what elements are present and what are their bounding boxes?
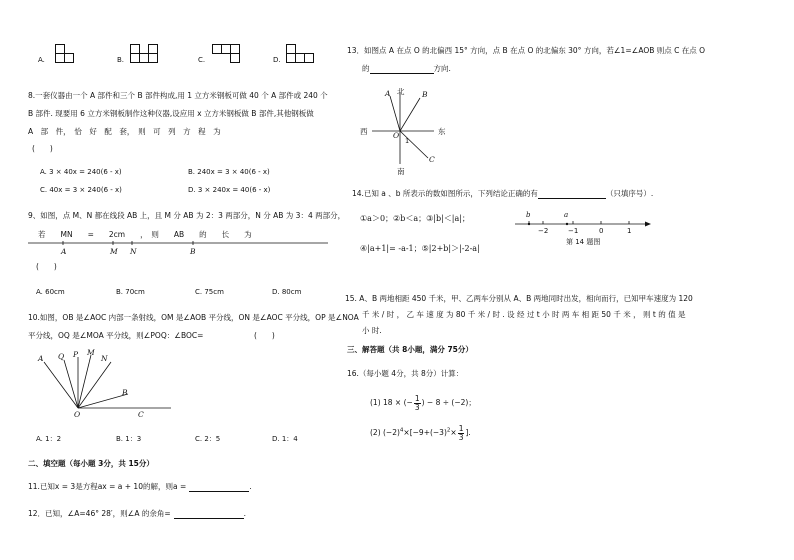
q9-option-c: C. 75cm xyxy=(195,288,224,296)
q8-option-b: B. 240x = 3 × 40(6 - x) xyxy=(188,168,270,176)
q7-option-d-label: D. xyxy=(273,56,281,64)
q16-part-2 xyxy=(370,425,471,441)
q10-label-o: O xyxy=(74,410,81,419)
q16-part-1-fraction xyxy=(414,395,421,411)
q8-line-1: 8.一套仪器由一个 A 部件和三个 B 部件构成,用 1 立方米钢板可做 40 个 A 部件或 240 个 xyxy=(28,91,328,100)
q10-option-b: B. 1：3 xyxy=(116,435,142,443)
q11-line xyxy=(28,481,252,492)
q16-exponent-4: 4 xyxy=(399,427,404,434)
q9-point-n: N xyxy=(130,247,137,256)
q14-tick-0: 0 xyxy=(599,227,604,235)
q9-point-a: A xyxy=(61,247,67,256)
q14-line-1 xyxy=(352,188,653,199)
q16-fraction-numerator: 1 xyxy=(414,394,420,403)
q16-title: 16.（每小题 4分，共 8分）计算： xyxy=(347,369,464,378)
q9-option-a: A. 60cm xyxy=(36,288,65,296)
q13-label-b: B xyxy=(422,90,428,99)
q10-line-2: 平分线，OQ 是∠MOA 平分线，则∠POQ：∠BOC= xyxy=(28,331,204,340)
q10-label-a: A xyxy=(38,354,44,363)
q9-line-2: 若 MN = 2cm ， 则 AB 的 长 为 xyxy=(38,230,252,239)
q16-part-1 xyxy=(370,395,476,411)
q7-option-a-figure xyxy=(55,44,79,68)
q14-figure-caption: 第 14 题图 xyxy=(566,238,601,246)
q16-fraction-denominator: 3 xyxy=(414,402,420,412)
q14-line-1-text: 14.已知 a 、b 所表示的数如图所示，下列结论正确的有 xyxy=(352,189,538,198)
q13-label-a: A xyxy=(385,89,391,98)
q14-tick-1: 1 xyxy=(627,227,632,235)
q16-part-2-prefix: (2) (−2) xyxy=(370,428,400,437)
q10-label-m: M xyxy=(87,348,95,357)
q12-end: . xyxy=(243,509,247,518)
q14-tick-neg2: −2 xyxy=(538,227,549,235)
q7-option-a-label: A. xyxy=(38,56,45,64)
q14-conclusions-row-1: ①a＞0；②b＜a；③|b|＜|a|； xyxy=(360,214,470,223)
q9-answer-paren: ( ) xyxy=(36,262,57,271)
q15-line-3: 小 时. xyxy=(362,326,382,335)
q10-answer-paren: ( ) xyxy=(254,331,275,340)
q13-line-2-suffix: 方向. xyxy=(433,64,451,73)
q9-line-1: 9、如图，点 M、N 都在线段 AB 上，且 M 分 AB 为 2：3 两部分，N 分 AB 为 3：4 两部分， xyxy=(28,211,346,220)
q10-option-a: A. 1：2 xyxy=(36,435,62,443)
q10-line-1: 10.如图，OB 是∠AOC 内部一条射线，OM 是∠AOB 平分线，ON 是∠AOC 平分线，OP 是∠NOA xyxy=(28,313,359,322)
q11-text: 11.已知x = 3是方程ax = a + 10的解，则a = xyxy=(28,482,187,491)
q14-conclusions-row-2: ④|a+1|= -a-1；⑤|2+b|＞|-2-a| xyxy=(360,244,480,253)
q14-answer-blank[interactable] xyxy=(538,189,606,199)
q13-line-2 xyxy=(362,63,451,74)
q7-option-d-figure xyxy=(286,44,322,68)
q13-label-angle-1: 1 xyxy=(405,137,410,145)
q11-answer-blank[interactable] xyxy=(189,482,252,492)
q10-label-c: C xyxy=(138,410,144,419)
q8-option-d: D. 3 × 240x = 40(6 - x) xyxy=(188,186,271,194)
q13-line-1: 13．如图点 A 在点 O 的北偏西 15° 方向，点 B 在点 O 的北偏东 30° 方向，若∠1=∠AOB 则点 C 在点 O xyxy=(347,46,706,55)
q13-label-c: C xyxy=(429,155,435,164)
q12-line xyxy=(28,508,246,519)
q10-label-p: P xyxy=(73,350,79,359)
q11-end: . xyxy=(249,482,252,491)
q7-option-b-label: B. xyxy=(117,56,125,64)
q13-west-label: 西 xyxy=(360,127,368,136)
q13-label-o: O xyxy=(393,131,400,140)
q8-option-c: C. 40x = 3 × 240(6 - x) xyxy=(40,186,122,194)
q12-answer-blank[interactable] xyxy=(174,509,247,519)
q14-numberline-b: b xyxy=(526,211,531,219)
q7-option-c-figure xyxy=(212,44,248,68)
q13-south-label: 南 xyxy=(397,167,405,176)
q7-option-c-label: C. xyxy=(198,56,206,64)
q13-line-2-prefix: 的 xyxy=(362,64,370,73)
q8-option-a: A. 3 × 40x = 240(6 - x) xyxy=(40,168,122,176)
q15-line-1: 15. A、B 两地相距 450 千米，甲、乙两车分别从 A、B 两地同时出发，相向而行，已知甲车速度为 120 xyxy=(345,294,693,303)
q16-part-2-suffix: × xyxy=(450,428,457,437)
q9-segment-figure xyxy=(28,240,328,260)
q13-answer-blank[interactable] xyxy=(370,64,434,74)
q10-label-b: B xyxy=(122,388,128,397)
q8-line-3: A 部 件， 恰 好 配 套， 则 可 列 方 程 为 xyxy=(28,127,221,136)
q14-number-line xyxy=(515,218,655,232)
q16-part-2-fraction-denominator: 3 xyxy=(458,432,464,442)
q13-north-label: 北 xyxy=(397,87,405,96)
q16-part-2-fraction xyxy=(458,425,465,441)
q10-option-d: D. 1：4 xyxy=(272,435,298,443)
q10-option-c: C. 2：5 xyxy=(195,435,221,443)
q16-part-2-mid: ×[−9+(−3) xyxy=(403,428,447,437)
q16-exponent-2: 2 xyxy=(446,427,451,434)
q14-line-1-suffix: （只填序号）. xyxy=(605,189,654,198)
q13-east-label: 东 xyxy=(438,127,446,136)
q15-line-2: 千 米 / 时 ， 乙 车 速 度 为 80 千 米 / 时 . 设 经 过 t 小 时 两 车 相 距 50 千 米 ， 则 t 的 值 是 xyxy=(362,310,686,319)
q14-numberline-a: a xyxy=(564,211,569,219)
q16-part-2-fraction-numerator: 1 xyxy=(458,424,464,433)
section-3-heading: 三、解答题（共 8小题，满分 75分） xyxy=(347,345,473,354)
q8-answer-paren: ( ) xyxy=(32,144,53,153)
q10-label-q: Q xyxy=(58,352,65,361)
section-2-heading: 二、填空题（每小题 3分，共 15分） xyxy=(28,459,154,468)
q9-point-m: M xyxy=(110,247,118,256)
q10-label-n: N xyxy=(101,354,108,363)
q9-point-b: B xyxy=(190,247,196,256)
q16-part-2-end: ]. xyxy=(465,428,471,437)
q16-part-1-mid: ) − 8 ÷ (−2)； xyxy=(421,398,476,407)
q7-option-b-figure xyxy=(130,44,166,68)
q8-line-2: B 部件. 现要用 6 立方米钢板制作这种仪器,设应用 x 立方米钢板做 B 部件,其他钢板做 xyxy=(28,109,314,118)
q14-tick-neg1: −1 xyxy=(568,227,579,235)
q9-option-d: D. 80cm xyxy=(272,288,302,296)
q16-part-1-prefix: (1) 18 × (− xyxy=(370,398,413,407)
q12-text: 12．已知，∠A=46° 28′，则∠A 的余角= xyxy=(28,509,171,518)
q9-option-b: B. 70cm xyxy=(116,288,145,296)
